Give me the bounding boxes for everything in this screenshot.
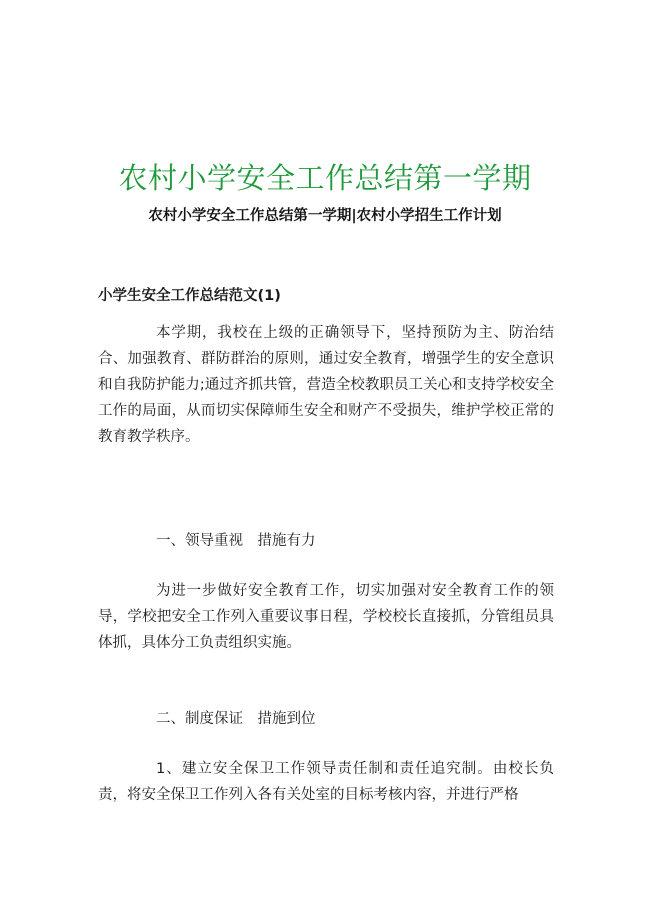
heading-system: [98, 706, 554, 732]
paragraph-text: 本学期，我校在上级的正确领导下，坚持预防为主、防治结合、加强教育、群防群治的原则，通过安全教育，增强学生的安全意识和自我防护能力;通过齐抓共管，营造全校教职员工关心和支持学校安全工作的局面，从而切实保障师生安全和财产不受损失，维护学校正常的教育教学秩序。: [98, 325, 554, 445]
paragraph-text: 为进一步做好安全教育工作，切实加强对安全教育工作的领导，学校把安全工作列入重要议事日程，学校校长直接抓，分管组员具体抓，具体分工负责组织实施。: [98, 583, 554, 651]
paragraph-responsibility: [98, 756, 554, 808]
document-title: 农村小学安全工作总结第一学期: [118, 161, 532, 195]
paragraph-text: 二、制度保证 措施到位: [156, 711, 316, 727]
paragraph-text: 1、建立安全保卫工作领导责任制和责任追究制。由校长负责，将安全保卫工作列入各有关处室的目标考核内容，并进行严格: [98, 761, 554, 803]
heading-leadership: [98, 528, 554, 554]
paragraph-intro: [98, 320, 554, 450]
paragraph-text: 一、领导重视 措施有力: [156, 533, 316, 549]
section-title: 小学生安全工作总结范文(1): [98, 288, 281, 304]
paragraph-leadership: [98, 578, 554, 656]
document-subtitle: 农村小学安全工作总结第一学期|农村小学招生工作计划: [148, 208, 502, 224]
